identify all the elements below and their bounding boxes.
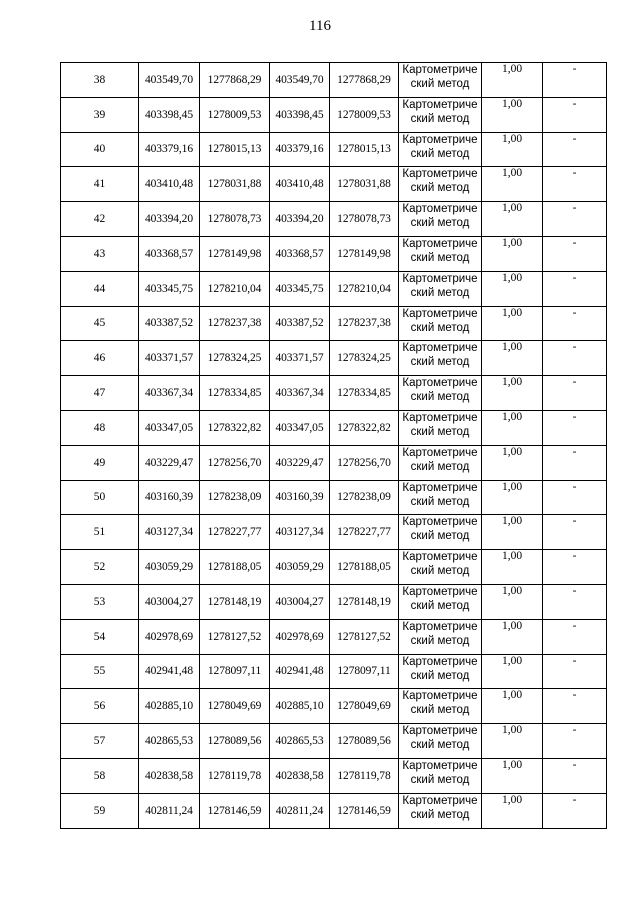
y-new-cell: 1278322,82 [330, 410, 399, 445]
x-new-cell: 402941,48 [270, 654, 330, 689]
accuracy-cell: 1,00 [482, 793, 543, 828]
table-row [61, 584, 607, 619]
y-new-cell: 1278237,38 [330, 306, 399, 341]
method-cell [399, 584, 482, 619]
table-row [61, 480, 607, 515]
accuracy-cell: 1,00 [482, 758, 543, 793]
point-number-cell: 54 [61, 619, 139, 654]
x-existing-cell: 403371,57 [139, 341, 200, 376]
method-line-1: Картометриче [402, 342, 478, 355]
x-existing-cell: 402978,69 [139, 619, 200, 654]
y-new-cell: 1278127,52 [330, 619, 399, 654]
y-new-cell: 1278009,53 [330, 97, 399, 132]
table-row [61, 689, 607, 724]
x-new-cell: 403368,57 [270, 236, 330, 271]
x-new-cell: 402811,24 [270, 793, 330, 828]
x-new-cell: 403127,34 [270, 515, 330, 550]
accuracy-cell: 1,00 [482, 689, 543, 724]
point-number-cell: 40 [61, 132, 139, 167]
table-row [61, 341, 607, 376]
y-existing-cell: 1278089,56 [200, 724, 270, 759]
accuracy-cell: 1,00 [482, 271, 543, 306]
description-cell: - [543, 480, 607, 515]
accuracy-cell: 1,00 [482, 619, 543, 654]
y-existing-cell: 1278238,09 [200, 480, 270, 515]
x-new-cell: 402838,58 [270, 758, 330, 793]
method-cell [399, 306, 482, 341]
x-existing-cell: 402838,58 [139, 758, 200, 793]
table-row [61, 758, 607, 793]
method-line-2: ский метод [410, 356, 470, 369]
point-number-cell: 38 [61, 63, 139, 98]
point-number-cell: 55 [61, 654, 139, 689]
table-row [61, 167, 607, 202]
y-existing-cell: 1278049,69 [200, 689, 270, 724]
method-line-2: ский метод [410, 530, 470, 543]
description-cell: - [543, 550, 607, 585]
x-existing-cell: 403160,39 [139, 480, 200, 515]
x-existing-cell: 403347,05 [139, 410, 200, 445]
x-existing-cell: 402885,10 [139, 689, 200, 724]
method-line-2: ский метод [410, 286, 470, 299]
y-new-cell: 1277868,29 [330, 63, 399, 98]
x-existing-cell: 403387,52 [139, 306, 200, 341]
method-line-2: ский метод [410, 182, 470, 195]
accuracy-cell: 1,00 [482, 167, 543, 202]
x-new-cell: 403367,34 [270, 376, 330, 411]
point-number-cell: 42 [61, 202, 139, 237]
method-cell [399, 202, 482, 237]
y-new-cell: 1278238,09 [330, 480, 399, 515]
x-new-cell: 403347,05 [270, 410, 330, 445]
description-cell: - [543, 654, 607, 689]
point-number-cell: 46 [61, 341, 139, 376]
description-cell: - [543, 724, 607, 759]
method-line-2: ский метод [410, 217, 470, 230]
method-line-1: Картометриче [402, 516, 478, 529]
x-new-cell: 403387,52 [270, 306, 330, 341]
method-line-1: Картометриче [402, 98, 478, 111]
y-new-cell: 1278227,77 [330, 515, 399, 550]
y-existing-cell: 1278009,53 [200, 97, 270, 132]
method-cell [399, 167, 482, 202]
accuracy-cell: 1,00 [482, 515, 543, 550]
description-cell: - [543, 97, 607, 132]
method-line-1: Картометриче [402, 794, 478, 807]
method-line-1: Картометриче [402, 446, 478, 459]
description-cell: - [543, 63, 607, 98]
method-cell [399, 271, 482, 306]
description-cell: - [543, 793, 607, 828]
x-existing-cell: 403368,57 [139, 236, 200, 271]
y-new-cell: 1278049,69 [330, 689, 399, 724]
y-new-cell: 1278256,70 [330, 445, 399, 480]
y-new-cell: 1278334,85 [330, 376, 399, 411]
method-cell [399, 132, 482, 167]
method-line-2: ский метод [410, 425, 470, 438]
table-row [61, 550, 607, 585]
x-new-cell: 403229,47 [270, 445, 330, 480]
description-cell: - [543, 202, 607, 237]
method-cell [399, 97, 482, 132]
y-new-cell: 1278146,59 [330, 793, 399, 828]
description-cell: - [543, 689, 607, 724]
method-line-1: Картометриче [402, 64, 478, 76]
method-line-2: ский метод [410, 599, 470, 612]
y-existing-cell: 1278149,98 [200, 236, 270, 271]
table-row [61, 619, 607, 654]
x-new-cell: 403549,70 [270, 63, 330, 98]
method-line-2: ский метод [410, 669, 470, 682]
y-existing-cell: 1278015,13 [200, 132, 270, 167]
method-cell [399, 410, 482, 445]
accuracy-cell: 1,00 [482, 410, 543, 445]
method-cell [399, 63, 482, 98]
table-row [61, 306, 607, 341]
point-number-cell: 50 [61, 480, 139, 515]
table-row [61, 793, 607, 828]
point-number-cell: 51 [61, 515, 139, 550]
point-number-cell: 56 [61, 689, 139, 724]
method-line-2: ский метод [410, 78, 470, 90]
point-number-cell: 57 [61, 724, 139, 759]
x-new-cell: 403371,57 [270, 341, 330, 376]
description-cell: - [543, 584, 607, 619]
table-body [61, 63, 607, 829]
accuracy-cell: 1,00 [482, 654, 543, 689]
x-existing-cell: 403127,34 [139, 515, 200, 550]
y-existing-cell: 1278119,78 [200, 758, 270, 793]
x-existing-cell: 403229,47 [139, 445, 200, 480]
point-number-cell: 44 [61, 271, 139, 306]
method-line-2: ский метод [410, 704, 470, 717]
accuracy-cell: 1,00 [482, 63, 543, 98]
table-row [61, 97, 607, 132]
x-new-cell: 403379,16 [270, 132, 330, 167]
method-cell [399, 341, 482, 376]
accuracy-cell: 1,00 [482, 97, 543, 132]
method-line-1: Картометриче [402, 690, 478, 703]
description-cell: - [543, 236, 607, 271]
method-line-1: Картометриче [402, 272, 478, 285]
y-existing-cell: 1278148,19 [200, 584, 270, 619]
x-new-cell: 402885,10 [270, 689, 330, 724]
table-row [61, 445, 607, 480]
y-new-cell: 1278078,73 [330, 202, 399, 237]
method-cell [399, 550, 482, 585]
method-line-2: ский метод [410, 112, 470, 125]
y-existing-cell: 1278097,11 [200, 654, 270, 689]
y-existing-cell: 1278078,73 [200, 202, 270, 237]
x-existing-cell: 403059,29 [139, 550, 200, 585]
y-existing-cell: 1277868,29 [200, 63, 270, 98]
method-cell [399, 619, 482, 654]
coordinates-table [60, 62, 607, 829]
point-number-cell: 48 [61, 410, 139, 445]
method-line-1: Картометриче [402, 237, 478, 250]
x-existing-cell: 403398,45 [139, 97, 200, 132]
table-row [61, 515, 607, 550]
method-line-1: Картометриче [402, 307, 478, 320]
accuracy-cell: 1,00 [482, 550, 543, 585]
y-new-cell: 1278210,04 [330, 271, 399, 306]
method-line-1: Картометриче [402, 133, 478, 146]
y-existing-cell: 1278146,59 [200, 793, 270, 828]
x-existing-cell: 402811,24 [139, 793, 200, 828]
point-number-cell: 58 [61, 758, 139, 793]
description-cell: - [543, 619, 607, 654]
y-existing-cell: 1278188,05 [200, 550, 270, 585]
y-new-cell: 1278148,19 [330, 584, 399, 619]
table-row [61, 202, 607, 237]
method-line-1: Картометриче [402, 481, 478, 494]
x-new-cell: 403059,29 [270, 550, 330, 585]
y-existing-cell: 1278334,85 [200, 376, 270, 411]
method-line-2: ский метод [410, 460, 470, 473]
description-cell: - [543, 410, 607, 445]
point-number-cell: 53 [61, 584, 139, 619]
x-existing-cell: 403345,75 [139, 271, 200, 306]
point-number-cell: 47 [61, 376, 139, 411]
y-new-cell: 1278324,25 [330, 341, 399, 376]
point-number-cell: 52 [61, 550, 139, 585]
method-cell [399, 515, 482, 550]
description-cell: - [543, 167, 607, 202]
x-new-cell: 403398,45 [270, 97, 330, 132]
y-new-cell: 1278149,98 [330, 236, 399, 271]
x-new-cell: 402865,53 [270, 724, 330, 759]
point-number-cell: 43 [61, 236, 139, 271]
method-line-2: ский метод [410, 634, 470, 647]
method-line-2: ский метод [410, 391, 470, 404]
x-existing-cell: 403004,27 [139, 584, 200, 619]
accuracy-cell: 1,00 [482, 202, 543, 237]
method-line-2: ский метод [410, 321, 470, 334]
accuracy-cell: 1,00 [482, 132, 543, 167]
x-new-cell: 403410,48 [270, 167, 330, 202]
page-number: 116 [309, 18, 331, 34]
y-existing-cell: 1278210,04 [200, 271, 270, 306]
accuracy-cell: 1,00 [482, 584, 543, 619]
y-existing-cell: 1278227,77 [200, 515, 270, 550]
accuracy-cell: 1,00 [482, 724, 543, 759]
accuracy-cell: 1,00 [482, 236, 543, 271]
y-new-cell: 1278119,78 [330, 758, 399, 793]
x-new-cell: 403004,27 [270, 584, 330, 619]
method-line-2: ский метод [410, 739, 470, 752]
x-existing-cell: 403410,48 [139, 167, 200, 202]
method-line-2: ский метод [410, 495, 470, 508]
method-line-1: Картометриче [402, 655, 478, 668]
point-number-cell: 45 [61, 306, 139, 341]
point-number-cell: 41 [61, 167, 139, 202]
x-existing-cell: 402865,53 [139, 724, 200, 759]
y-existing-cell: 1278256,70 [200, 445, 270, 480]
point-number-cell: 49 [61, 445, 139, 480]
method-line-2: ский метод [410, 773, 470, 786]
x-existing-cell: 403394,20 [139, 202, 200, 237]
description-cell: - [543, 758, 607, 793]
method-cell [399, 236, 482, 271]
y-new-cell: 1278015,13 [330, 132, 399, 167]
point-number-cell: 59 [61, 793, 139, 828]
method-line-2: ский метод [410, 147, 470, 160]
table-row [61, 376, 607, 411]
method-cell [399, 376, 482, 411]
accuracy-cell: 1,00 [482, 480, 543, 515]
x-new-cell: 402978,69 [270, 619, 330, 654]
table-row [61, 410, 607, 445]
table-row [61, 236, 607, 271]
description-cell: - [543, 515, 607, 550]
table-row [61, 724, 607, 759]
method-line-1: Картометриче [402, 620, 478, 633]
x-new-cell: 403345,75 [270, 271, 330, 306]
table-row [61, 271, 607, 306]
x-existing-cell: 403367,34 [139, 376, 200, 411]
method-line-1: Картометриче [402, 759, 478, 772]
accuracy-cell: 1,00 [482, 341, 543, 376]
table-row [61, 654, 607, 689]
x-existing-cell: 402941,48 [139, 654, 200, 689]
y-new-cell: 1278188,05 [330, 550, 399, 585]
method-line-1: Картометриче [402, 168, 478, 181]
y-new-cell: 1278097,11 [330, 654, 399, 689]
method-cell [399, 445, 482, 480]
method-cell [399, 480, 482, 515]
point-number-cell: 39 [61, 97, 139, 132]
y-new-cell: 1278031,88 [330, 167, 399, 202]
method-line-1: Картометриче [402, 551, 478, 564]
method-cell [399, 689, 482, 724]
method-line-1: Картометриче [402, 203, 478, 216]
y-existing-cell: 1278031,88 [200, 167, 270, 202]
method-cell [399, 654, 482, 689]
description-cell: - [543, 306, 607, 341]
accuracy-cell: 1,00 [482, 306, 543, 341]
method-cell [399, 724, 482, 759]
accuracy-cell: 1,00 [482, 445, 543, 480]
method-line-2: ский метод [410, 565, 470, 578]
description-cell: - [543, 445, 607, 480]
y-new-cell: 1278089,56 [330, 724, 399, 759]
method-line-1: Картометриче [402, 377, 478, 390]
table-row [61, 132, 607, 167]
description-cell: - [543, 271, 607, 306]
y-existing-cell: 1278237,38 [200, 306, 270, 341]
method-cell [399, 793, 482, 828]
method-line-1: Картометриче [402, 585, 478, 598]
y-existing-cell: 1278127,52 [200, 619, 270, 654]
x-new-cell: 403160,39 [270, 480, 330, 515]
description-cell: - [543, 132, 607, 167]
x-existing-cell: 403379,16 [139, 132, 200, 167]
description-cell: - [543, 376, 607, 411]
method-line-1: Картометриче [402, 725, 478, 738]
description-cell: - [543, 341, 607, 376]
y-existing-cell: 1278324,25 [200, 341, 270, 376]
accuracy-cell: 1,00 [482, 376, 543, 411]
x-existing-cell: 403549,70 [139, 63, 200, 98]
method-line-1: Картометриче [402, 411, 478, 424]
x-new-cell: 403394,20 [270, 202, 330, 237]
method-line-2: ский метод [410, 251, 470, 264]
method-line-2: ский метод [410, 808, 470, 821]
method-cell [399, 758, 482, 793]
y-existing-cell: 1278322,82 [200, 410, 270, 445]
table-row [61, 63, 607, 98]
